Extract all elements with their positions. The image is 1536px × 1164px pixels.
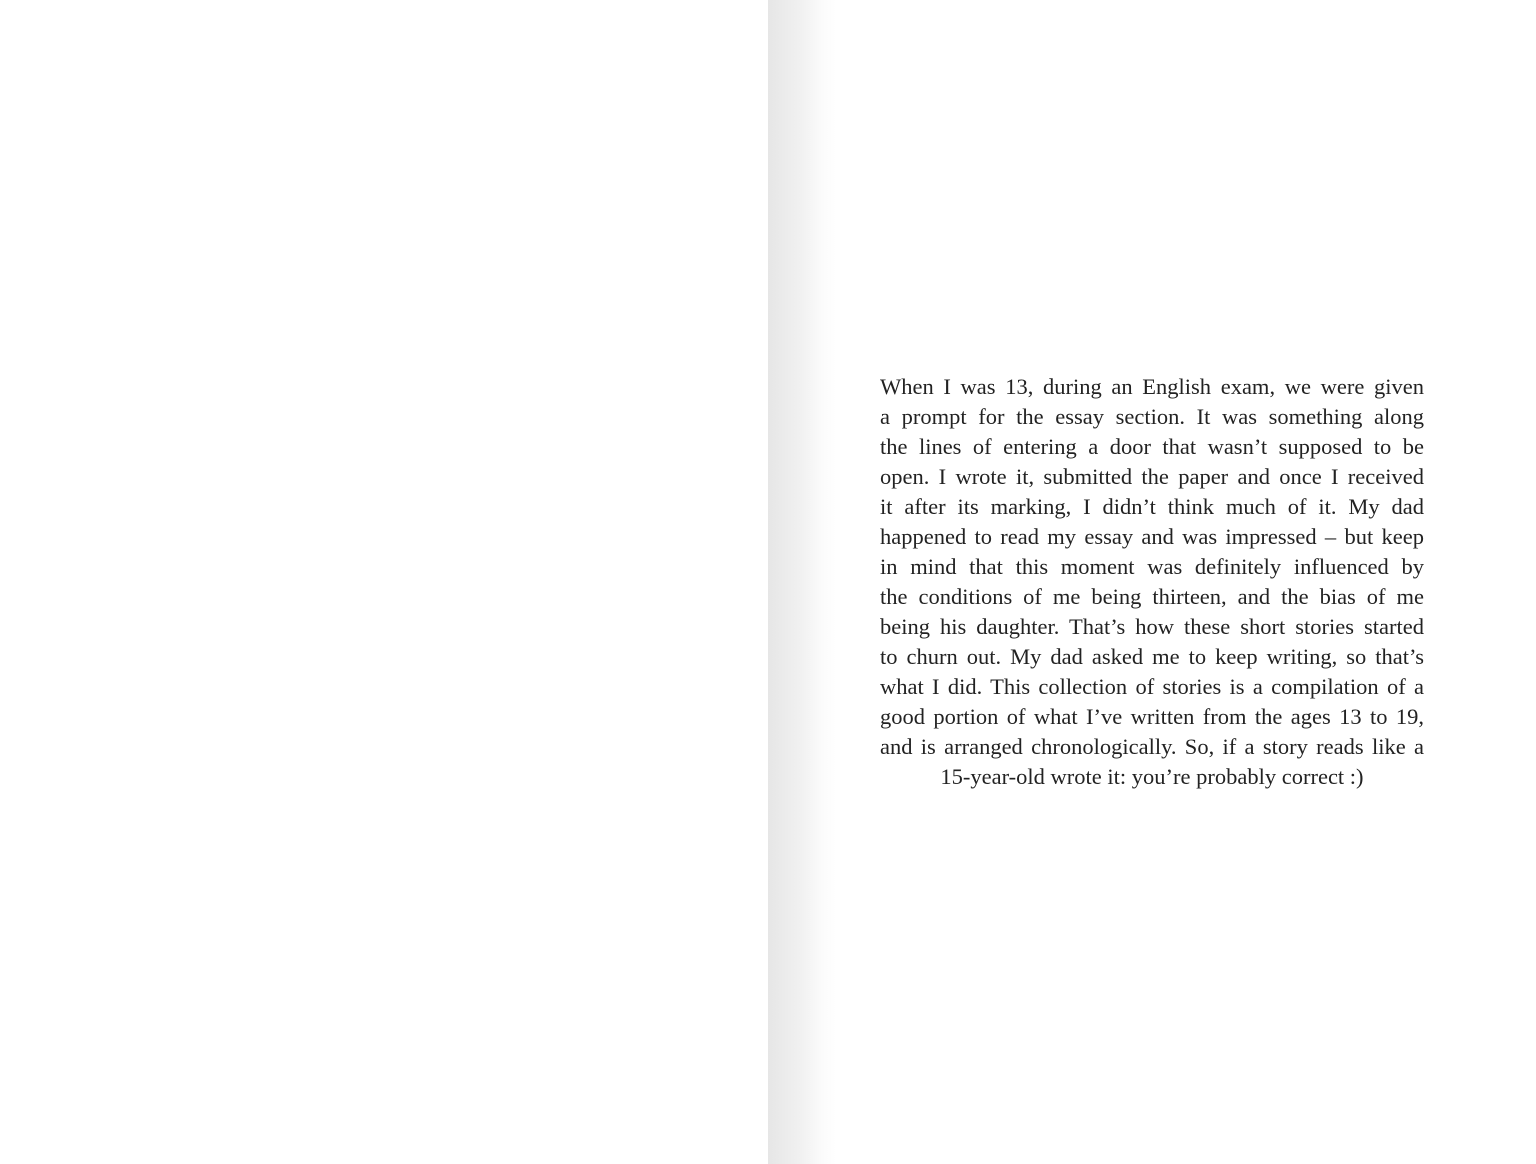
paragraph-line: happened to read my essay and was impressed – but keep (880, 524, 1424, 549)
paragraph-line: what I did. This collection of stories is a compilation of a (880, 674, 1424, 699)
paragraph-line: to churn out. My dad asked me to keep writing, so that’s (880, 644, 1424, 669)
paragraph-line: a prompt for the essay section. It was something along (880, 404, 1424, 429)
paragraph-line: good portion of what I’ve written from the ages 13 to 19, (880, 704, 1424, 729)
paragraph-line: it after its marking, I didn’t think much of it. My dad (880, 494, 1424, 519)
paragraph-line: in mind that this moment was definitely influenced by (880, 554, 1424, 579)
gutter-shadow (768, 0, 836, 1164)
right-page (768, 0, 1536, 1164)
paragraph-last-line: 15-year-old wrote it: you’re probably correct :) (940, 764, 1364, 789)
intro-paragraph (880, 372, 1424, 792)
paragraph-line: being his daughter. That’s how these short stories started (880, 614, 1424, 639)
paragraph-line: open. I wrote it, submitted the paper and once I received (880, 464, 1424, 489)
paragraph-line: When I was 13, during an English exam, we were given (880, 374, 1424, 399)
paragraph-line: the lines of entering a door that wasn’t supposed to be (880, 434, 1424, 459)
paragraph-line: and is arranged chronologically. So, if a story reads like a (880, 734, 1424, 759)
paragraph-line: the conditions of me being thirteen, and the bias of me (880, 584, 1424, 609)
